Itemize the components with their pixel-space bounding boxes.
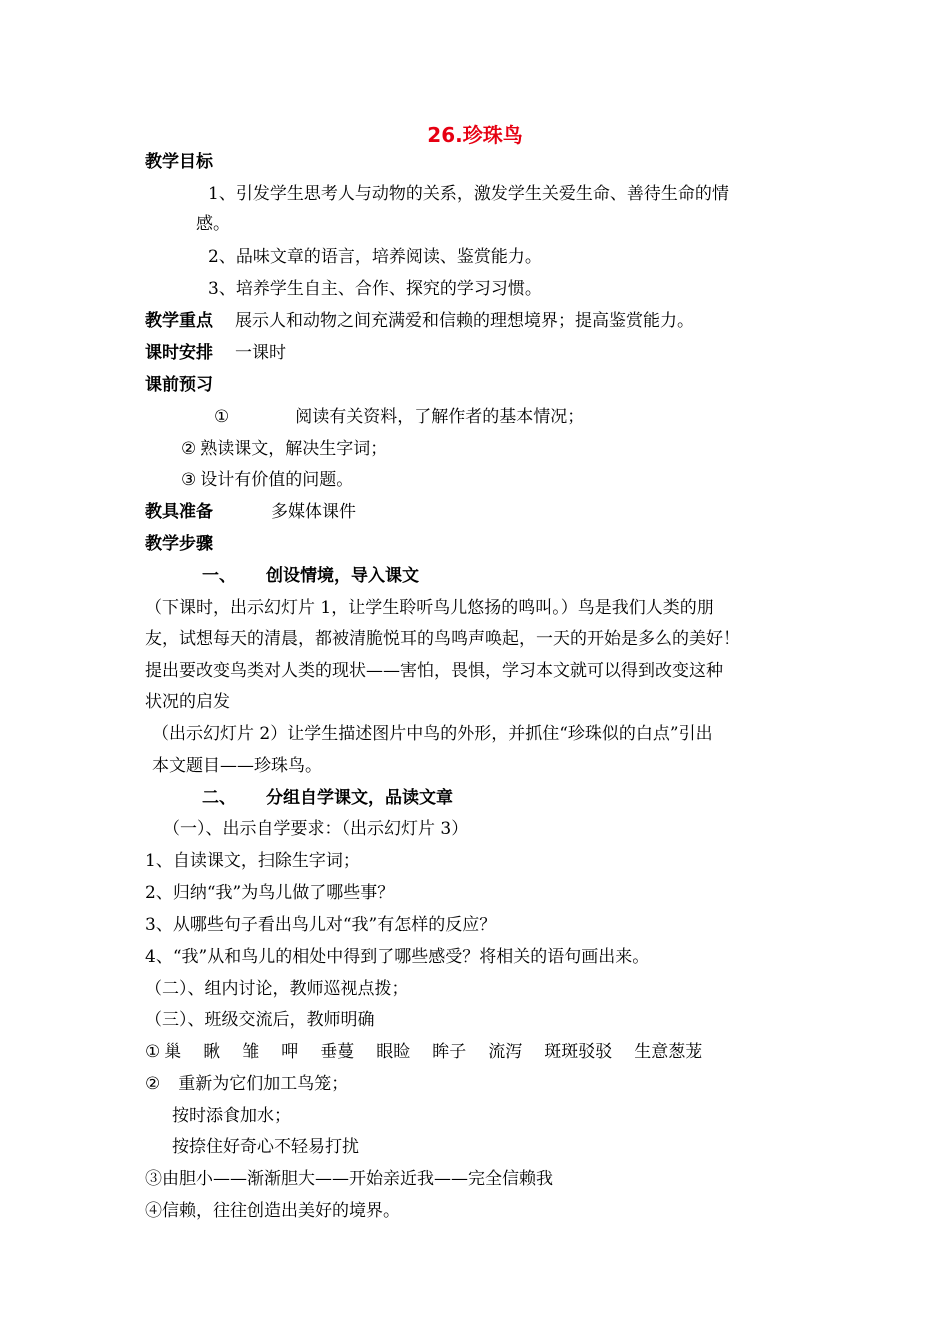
question-line: 3、从哪些句子看出鸟儿对“我”有怎样的反应？	[145, 915, 497, 935]
tools-heading: 教具准备	[145, 502, 213, 522]
subsection-line: （二）、组内讨论，教师巡视点拨；	[145, 979, 409, 999]
vocab-word: 生意葱茏	[634, 1042, 703, 1062]
focus-heading: 教学重点	[145, 311, 213, 331]
paragraph-line: 友，试想每天的清晨，都被清脆悦耳的鸟鸣声唤起，一天的开始是多么的美好！	[145, 629, 740, 649]
answer-line: 重新为它们加工鸟笼；	[178, 1074, 349, 1094]
vocab-word: 呷	[281, 1042, 299, 1062]
schedule-row	[145, 341, 286, 365]
step-number: 二、	[202, 788, 236, 808]
step-number: 一、	[202, 566, 236, 586]
goal-line: 3、培养学生自主、合作、探究的学习习惯。	[208, 279, 542, 299]
answer-mark: ②	[145, 1074, 161, 1094]
answer-line: 按时添食加水；	[172, 1106, 291, 1126]
paragraph-line: 本文题目——珍珠鸟。	[152, 756, 322, 776]
vocab-mark: ①	[145, 1042, 161, 1062]
answer-4-line: ④信赖，往往创造出美好的境界。	[145, 1201, 400, 1221]
steps-heading: 教学步骤	[145, 534, 213, 554]
preview-text: 阅读有关资料，了解作者的基本情况；	[295, 407, 585, 427]
preview-mark: ③	[181, 470, 197, 490]
vocab-word: 斑斑驳驳	[544, 1042, 613, 1062]
paragraph-line: 状况的启发	[145, 692, 230, 712]
vocab-word: 瞅	[203, 1042, 221, 1062]
goal-line: 1、引发学生思考人与动物的关系，激发学生关爱生命、善待生命的情	[208, 184, 729, 204]
schedule-heading: 课时安排	[145, 343, 213, 363]
vocab-word: 雏	[242, 1042, 260, 1062]
preview-text: 熟读课文，解决生字词；	[200, 439, 388, 459]
subsection-line: （三）、班级交流后，教师明确	[145, 1010, 375, 1030]
goals-heading: 教学目标	[145, 152, 213, 172]
goal-line: 感。	[196, 214, 230, 234]
paragraph-line: （下课时，出示幻灯片 1，让学生聆听鸟儿悠扬的鸣叫。）鸟是我们人类的朋	[145, 598, 714, 618]
vocab-row	[145, 1040, 724, 1064]
tools-row	[145, 500, 356, 524]
page-title: 26.珍珠鸟	[427, 123, 523, 147]
focus-row	[145, 309, 694, 333]
answer-2-row	[145, 1072, 348, 1096]
question-line: 4、“我”从和鸟儿的相处中得到了哪些感受？将相关的语句画出来。	[145, 947, 650, 967]
preview-text: 设计有价值的问题。	[200, 470, 354, 490]
subsection-line: （一）、出示自学要求：（出示幻灯片 3）	[163, 819, 469, 839]
vocab-word: 垂蔓	[320, 1042, 355, 1062]
preview-mark: ②	[181, 439, 197, 459]
tools-text: 多媒体课件	[271, 502, 356, 522]
step-2-heading	[202, 786, 453, 810]
step-title: 分组自学课文，品读文章	[266, 788, 453, 808]
question-line: 2、归纳“我”为鸟儿做了哪些事？	[145, 883, 395, 903]
paragraph-line: （出示幻灯片 2）让学生描述图片中鸟的外形，并抓住“珍珠似的白点”引出	[152, 724, 713, 744]
preview-item	[181, 437, 387, 461]
answer-line: 按捺住好奇心不轻易打扰	[172, 1137, 359, 1157]
schedule-text: 一课时	[235, 343, 286, 363]
vocab-word: 巢	[164, 1042, 182, 1062]
preview-mark: ①	[214, 407, 230, 427]
step-1-heading	[202, 564, 419, 588]
vocab-word: 眸子	[432, 1042, 467, 1062]
vocab-word: 流泻	[488, 1042, 523, 1062]
vocab-word: 眼睑	[376, 1042, 411, 1062]
preview-heading: 课前预习	[145, 375, 213, 395]
step-title: 创设情境，导入课文	[266, 566, 419, 586]
goal-line: 2、品味文章的语言，培养阅读、鉴赏能力。	[208, 247, 542, 267]
focus-text: 展示人和动物之间充满爱和信赖的理想境界；提高鉴赏能力。	[235, 311, 694, 331]
answer-3-line: ③由胆小——渐渐胆大——开始亲近我——完全信赖我	[145, 1169, 553, 1189]
preview-item	[214, 405, 584, 429]
preview-item	[181, 468, 353, 492]
paragraph-line: 提出要改变鸟类对人类的现状——害怕，畏惧，学习本文就可以得到改变这种	[145, 661, 723, 681]
question-line: 1、自读课文，扫除生字词；	[145, 851, 360, 871]
